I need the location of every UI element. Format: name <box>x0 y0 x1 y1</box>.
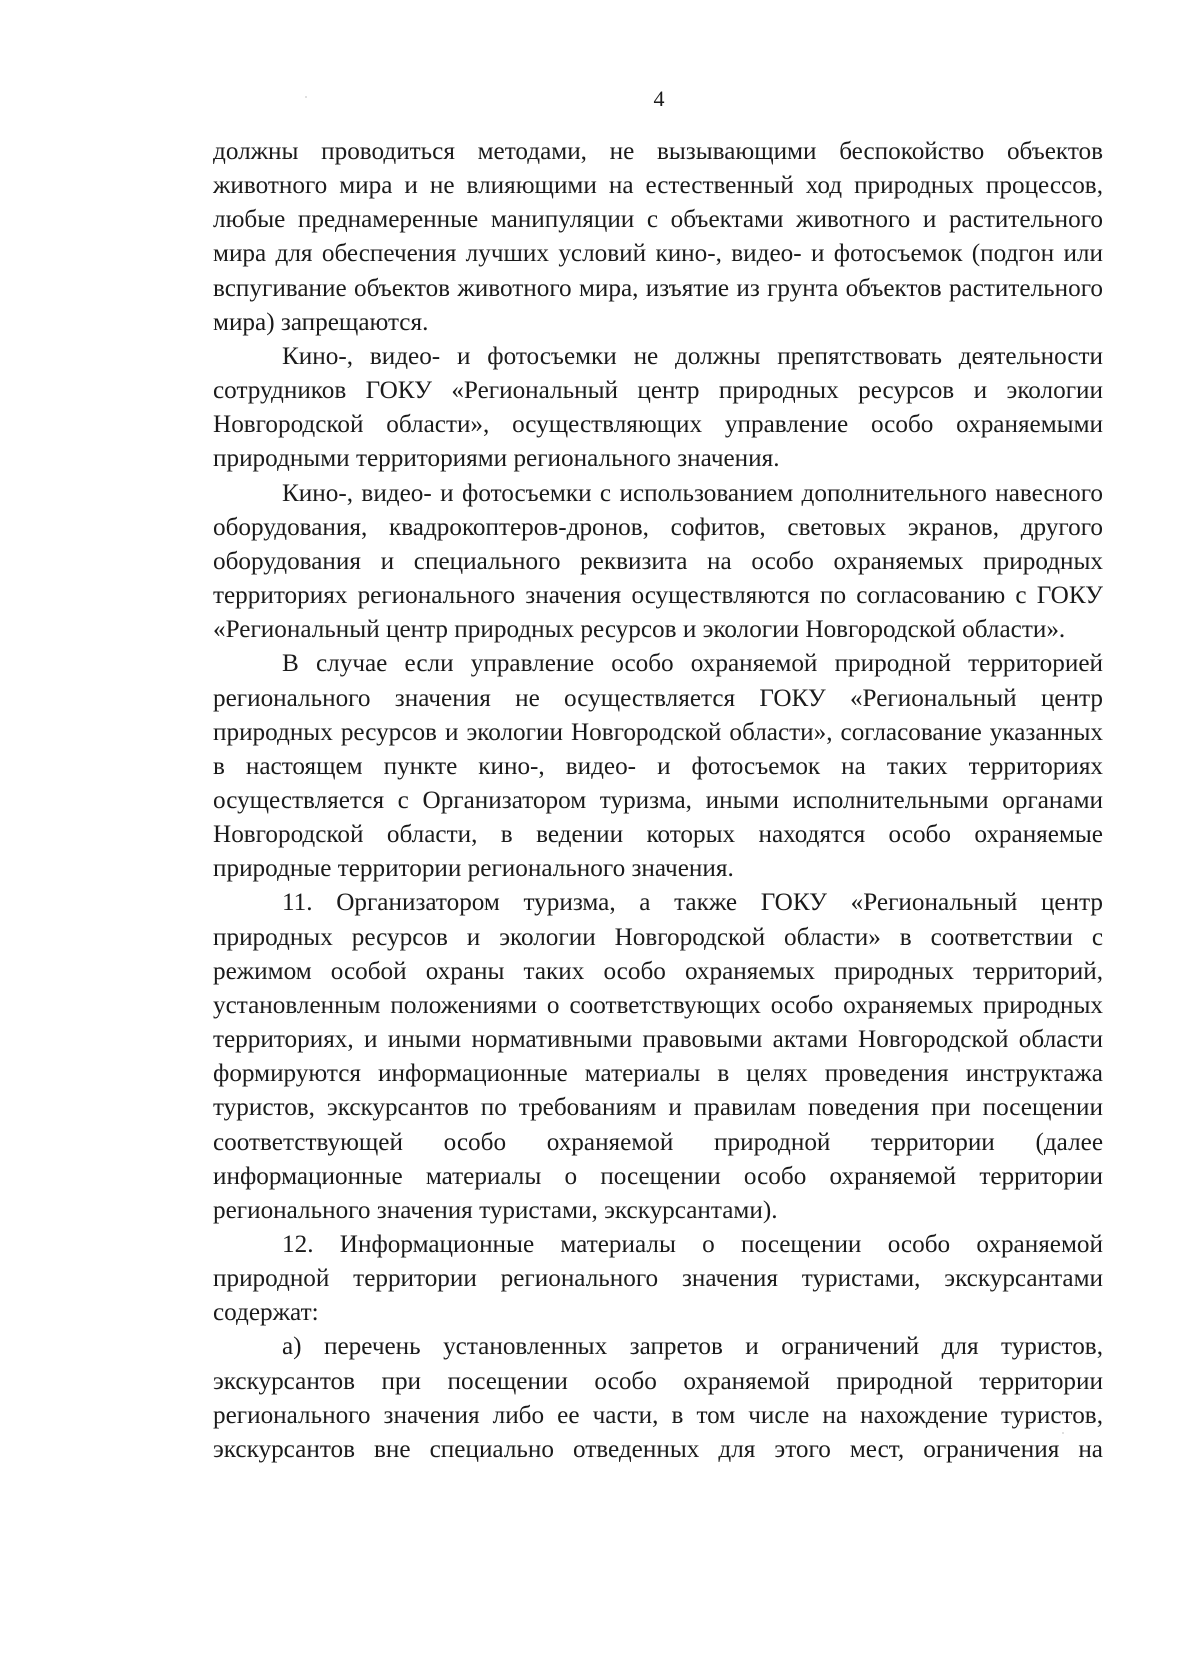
paragraph-item-11: 11. Организатором туризма, а также ГОКУ «Региональный центр природных ресурсов и экологии Новгородской области» в соответствии с режимом особой охраны таких особо охраняемых природных территорий, установленным положениями о соответствующих особо охраняемых природных территориях, и иными нормативными правовыми актами Новгородской области формируются информационные материалы в целях проведения инструктажа туристов, экскурсантов по требованиям и правилам поведения при посещении соответствующей особо охраняемой природной территории (далее информационные материалы о посещении особо охраняемой территории регионального значения туристами, экскурсантами). <box>213 889 1103 1224</box>
paragraph-continuation: должны проводиться методами, не вызывающими беспокойство объектов животного мира и не влияющими на естественный ход природных процессов, любые преднамеренные манипуляции с объектами животного и растительного мира для обеспечения лучших условий кино-, видео- и фотосъемок (подгон или вспугивание объектов животного мира, изъятие из грунта объектов растительного мира) запрещаются. <box>213 138 1103 336</box>
paragraph-item-12: 12. Информационные материалы о посещении особо охраняемой природной территории регионального значения туристами, экскурсантами содержат: <box>213 1231 1103 1327</box>
paragraph-filming-approval: В случае если управление особо охраняемой природной территорией регионального значения не осуществляется ГОКУ «Региональный центр природных ресурсов и экологии Новгородской области», согласование указанных в настоящем пункте кино-, видео- и фотосъемок на таких территориях осуществляется с Организатором туризма, иными исполнительными органами Новгородской области, в ведении которых находятся особо охраняемые природные территории регионального значения. <box>213 650 1103 883</box>
scan-artifact <box>305 96 307 98</box>
page-number: 4 <box>653 86 665 111</box>
paragraph-filming-staff: Кино-, видео- и фотосъемки не должны препятствовать деятельности сотрудников ГОКУ «Региональный центр природных ресурсов и экологии Новгородской области», осуществляющих управление особо охраняемыми природными территориями регионального значения. <box>213 342 1103 473</box>
paragraph-subitem-a: а) перечень установленных запретов и ограничений для туристов, экскурсантов при посещении особо охраняемой природной территории регионального значения либо ее части, в том числе на нахождение туристов, экскурсантов вне специально отведенных для этого мест, ограничения на <box>213 1333 1103 1463</box>
paragraph-filming-equipment: Кино-, видео- и фотосъемки с использованием дополнительного навесного оборудования, квадрокоптеров-дронов, софитов, световых экранов, другого оборудования и специального реквизита на особо охраняемых природных территориях регионального значения осуществляются по согласованию с ГОКУ «Региональный центр природных ресурсов и экологии Новгородской области». <box>213 479 1103 644</box>
scan-artifact <box>1062 1432 1064 1434</box>
document-body <box>213 135 1103 1467</box>
